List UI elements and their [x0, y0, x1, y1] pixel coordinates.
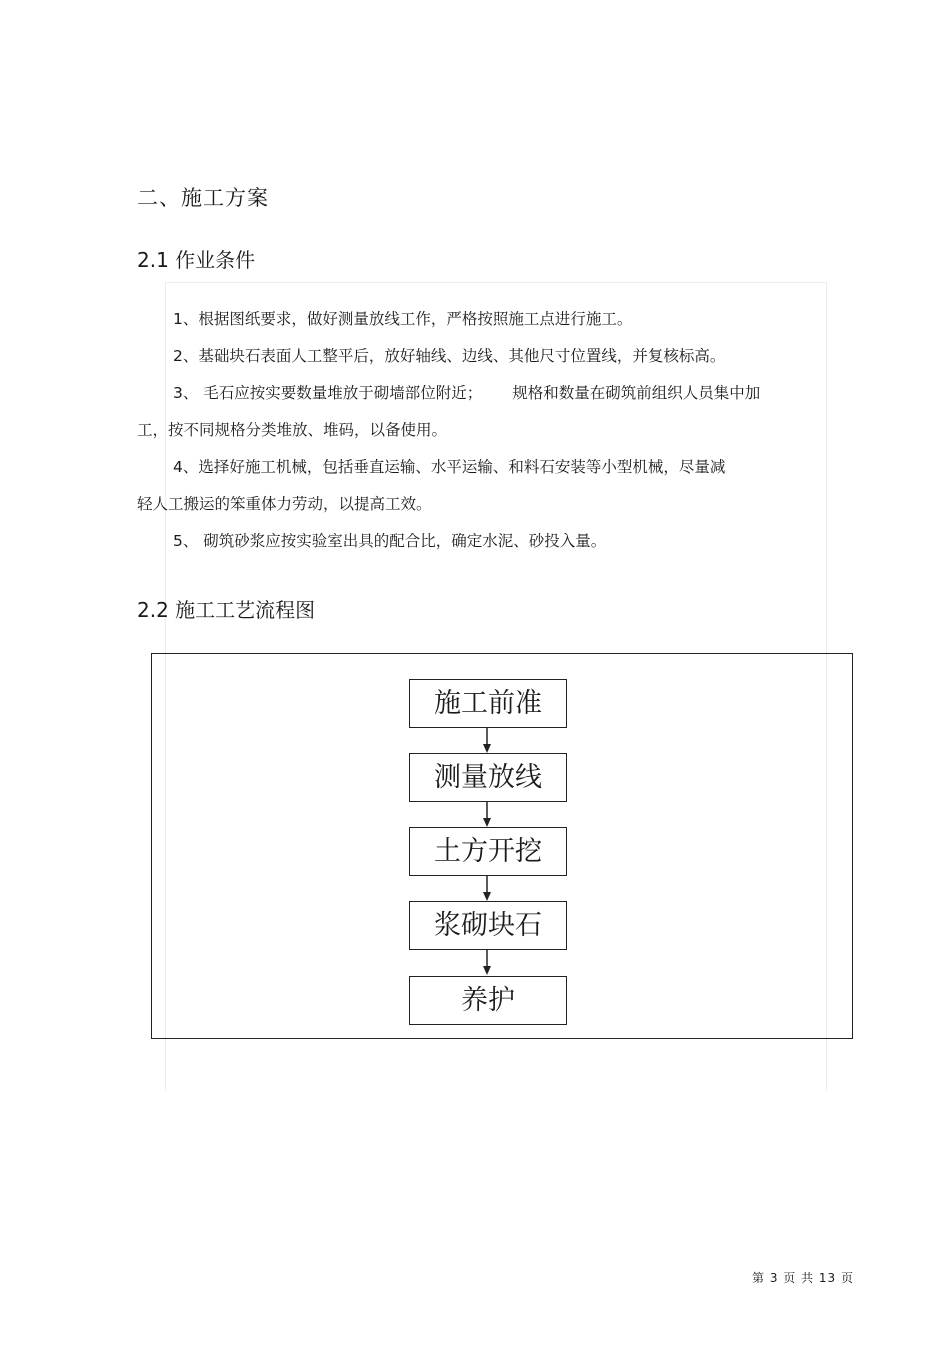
flow-step-preparation: 施工前准 [409, 679, 567, 728]
condition-item-4: 4、选择好施工机械，包括垂直运输、水平运输、和料石安装等小型机械，尽量减 轻人工搬运的笨重体力劳动，以提高工效。 [137, 458, 726, 513]
section-title: 二、施工方案 [137, 186, 269, 210]
flowchart-title: 2.2 施工工艺流程图 [137, 598, 316, 622]
flow-step-excavation: 土方开挖 [409, 827, 567, 876]
flow-arrow-icon [480, 728, 494, 753]
flow-step-masonry: 浆砌块石 [409, 901, 567, 950]
condition-item-3: 3、 毛石应按实要数量堆放于砌墙部位附近； 规格和数量在砌筑前组织人员集中加 工，按不同规格分类堆放、堆码，以备使用。 [137, 384, 761, 439]
flow-step-curing: 养护 [409, 976, 567, 1025]
page-footer: 第 3 页 共 13 页 [752, 1271, 854, 1285]
flow-arrow-icon [480, 802, 494, 827]
flow-arrow-icon [480, 950, 494, 975]
process-flowchart [151, 653, 853, 1039]
flow-arrow-icon [480, 876, 494, 901]
condition-item-2: 2、基础块石表面人工整平后，放好轴线、边线、其他尺寸位置线，并复核标高。 [173, 347, 726, 365]
conditions-title: 2.1 作业条件 [137, 248, 256, 272]
flow-step-survey: 测量放线 [409, 753, 567, 802]
condition-item-5: 5、 砌筑砂浆应按实验室出具的配合比，确定水泥、砂投入量。 [173, 532, 607, 550]
condition-item-1: 1、根据图纸要求，做好测量放线工作，严格按照施工点进行施工。 [173, 310, 633, 328]
